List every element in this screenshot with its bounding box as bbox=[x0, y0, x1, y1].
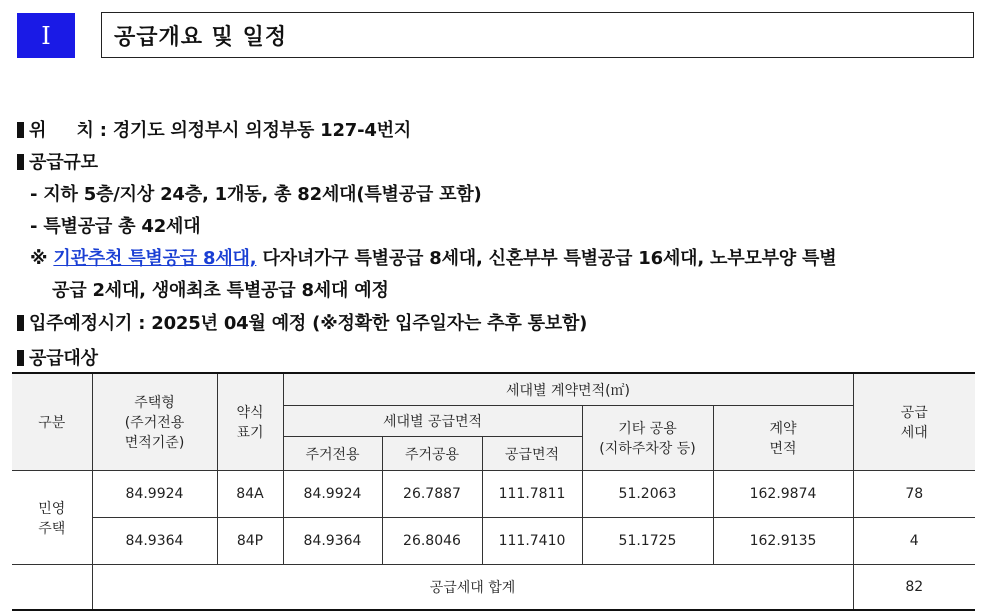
scale-heading-line bbox=[17, 148, 98, 174]
group-line2: 주택 bbox=[38, 520, 66, 537]
group-line1: 민영 bbox=[38, 500, 66, 517]
location-line bbox=[17, 116, 411, 142]
header-other-line1: 기타 공용 bbox=[618, 421, 677, 437]
header-exclusive: 주거전용 bbox=[283, 437, 382, 471]
bullet-square-icon bbox=[17, 154, 24, 170]
header-type-line3: 면적기준) bbox=[124, 435, 185, 451]
cell-type: 84.9364 bbox=[92, 518, 217, 565]
header-supply: 공급면적 bbox=[482, 437, 582, 471]
header-type bbox=[92, 373, 217, 471]
section-number: I bbox=[17, 13, 75, 58]
colon: : bbox=[132, 313, 152, 334]
note-rest-1: 다자녀가구 특별공급 8세대, 신혼부부 특별공급 16세대, 노부모부양 특별 bbox=[256, 248, 837, 269]
total-row bbox=[12, 565, 975, 611]
group-cell bbox=[12, 471, 92, 565]
note-mark: ※ bbox=[30, 248, 48, 269]
total-label: 공급세대 합계 bbox=[92, 565, 853, 611]
cell-units: 78 bbox=[853, 471, 975, 518]
scale-note-line-2: 공급 2세대, 생애최초 특별공급 8세대 예정 bbox=[52, 280, 389, 301]
cell-abbr: 84P bbox=[217, 518, 283, 565]
scale-heading: 공급규모 bbox=[29, 152, 98, 173]
total-units: 82 bbox=[853, 565, 975, 611]
header-row-1 bbox=[12, 373, 975, 406]
movein-line bbox=[17, 309, 587, 335]
cell-supply: 111.7811 bbox=[482, 471, 582, 518]
target-heading-line bbox=[17, 344, 98, 370]
scale-line-1: - 지하 5층/지상 24층, 1개동, 총 82세대(특별공급 포함) bbox=[30, 184, 482, 205]
header-type-line2: (주거전용 bbox=[124, 415, 185, 431]
header-other-line2: (지하주차장 등) bbox=[599, 441, 696, 457]
movein-value: 2025년 04월 예정 (※정확한 입주일자는 추후 통보함) bbox=[151, 313, 588, 334]
header-type-line1: 주택형 bbox=[134, 395, 175, 411]
total-empty-cell bbox=[12, 565, 92, 611]
header-units-line2: 세대 bbox=[900, 425, 928, 441]
scale-note-line bbox=[30, 244, 836, 270]
scale-line-2: - 특별공급 총 42세대 bbox=[30, 216, 201, 237]
header-abbr bbox=[217, 373, 283, 471]
cell-contract: 162.9874 bbox=[713, 471, 853, 518]
header-contract-area: 세대별 계약면적(㎡) bbox=[283, 373, 853, 406]
header-contract-line1: 계약 bbox=[769, 421, 797, 437]
section-title: 공급개요 및 일정 bbox=[101, 12, 974, 58]
cell-abbr: 84A bbox=[217, 471, 283, 518]
cell-exclusive: 84.9364 bbox=[283, 518, 382, 565]
cell-exclusive: 84.9924 bbox=[283, 471, 382, 518]
cell-contract: 162.9135 bbox=[713, 518, 853, 565]
location-label: 위 치 bbox=[29, 120, 94, 141]
header-abbr-line1: 약식 bbox=[236, 405, 264, 421]
cell-other: 51.2063 bbox=[582, 471, 713, 518]
header-other-common bbox=[582, 406, 713, 471]
header-contract-line2: 면적 bbox=[769, 441, 797, 457]
table-row bbox=[12, 518, 975, 565]
target-heading: 공급대상 bbox=[29, 348, 98, 369]
location-value: 경기도 의정부시 의정부동 127-4번지 bbox=[112, 120, 412, 141]
header-units bbox=[853, 373, 975, 471]
header-units-line1: 공급 bbox=[900, 405, 928, 421]
bullet-square-icon bbox=[17, 122, 24, 138]
cell-type: 84.9924 bbox=[92, 471, 217, 518]
bullet-square-icon bbox=[17, 315, 24, 331]
cell-common: 26.8046 bbox=[382, 518, 482, 565]
cell-supply: 111.7410 bbox=[482, 518, 582, 565]
cell-common: 26.7887 bbox=[382, 471, 482, 518]
bullet-square-icon bbox=[17, 350, 24, 366]
movein-label: 입주예정시기 bbox=[29, 313, 133, 334]
institution-special-supply-link[interactable]: 기관추천 특별공급 8세대, bbox=[53, 248, 257, 269]
header-supply-area: 세대별 공급면적 bbox=[283, 406, 582, 437]
cell-other: 51.1725 bbox=[582, 518, 713, 565]
header-gubun: 구분 bbox=[12, 373, 92, 471]
header-common: 주거공용 bbox=[382, 437, 482, 471]
cell-units: 4 bbox=[853, 518, 975, 565]
header-abbr-line2: 표기 bbox=[236, 425, 264, 441]
header-contract bbox=[713, 406, 853, 471]
supply-table bbox=[12, 372, 975, 611]
colon: : bbox=[93, 120, 113, 141]
table-row bbox=[12, 471, 975, 518]
